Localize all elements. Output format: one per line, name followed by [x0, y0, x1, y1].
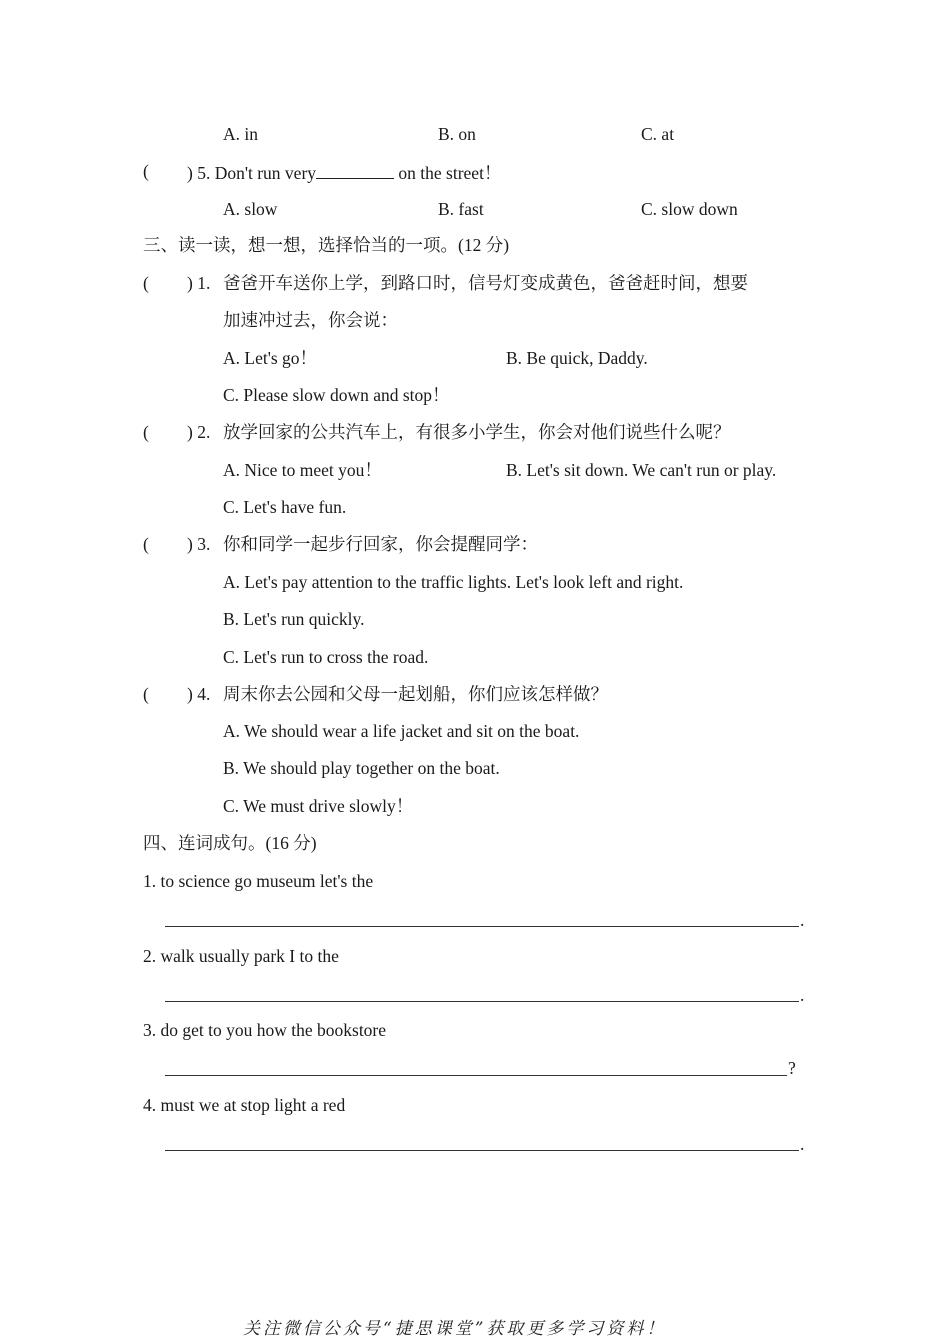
s3-q2-option-c: C. Let's have fun.: [223, 497, 347, 517]
s3-q2-prompt: 放学回家的公共汽车上，有很多小学生，你会对他们说些什么呢？: [223, 422, 731, 442]
s4-item3-end-mark: ?: [788, 1058, 796, 1078]
s3-q1-option-b: B. Be quick, Daddy.: [506, 348, 648, 368]
s4-item4-answer-line[interactable]: [165, 1150, 799, 1151]
s3-q1-prompt-line2: 加速冲过去，你会说：: [223, 310, 398, 330]
s3-q2-paren: (: [143, 422, 149, 442]
s4-item3-words: 3. do get to you how the bookstore: [143, 1020, 387, 1040]
s4-item2-end-mark: .: [800, 985, 805, 1005]
s3-q1-option-c: C. Please slow down and stop！: [223, 385, 450, 405]
s3-q4-option-a: A. We should wear a life jacket and sit on the boat.: [223, 721, 580, 741]
section4-heading: 四、连词成句。(16 分): [143, 833, 317, 853]
s3-q2-number: ) 2.: [187, 422, 211, 442]
s3-q4-option-c: C. We must drive slowly！: [223, 796, 414, 816]
s3-q2-option-a: A. Nice to meet you！: [223, 460, 382, 480]
s3-q3-paren: (: [143, 534, 149, 554]
s3-q1-paren: (: [143, 273, 149, 293]
s3-q4-prompt: 周末你去公园和父母一起划船，你们应该怎样做？: [223, 684, 608, 704]
q5-stem-after: on the street！: [394, 163, 502, 183]
footer-promo-text: 关注微信公众号“捷思课堂”获取更多学习资料！: [243, 1319, 667, 1339]
s3-q3-prompt: 你和同学一起步行回家，你会提醒同学：: [223, 534, 538, 554]
q5-answer-blank[interactable]: [316, 163, 394, 179]
s3-q3-option-b: B. Let's run quickly.: [223, 609, 365, 629]
s4-item4-words: 4. must we at stop light a red: [143, 1095, 346, 1115]
s3-q1-prompt-line1: 爸爸开车送你上学，到路口时，信号灯变成黄色，爸爸赶时间，想要: [223, 273, 748, 293]
q5-option-b: B. fast: [438, 199, 484, 219]
s3-q4-number: ) 4.: [187, 684, 211, 704]
s3-q4-option-b: B. We should play together on the boat.: [223, 758, 500, 778]
s3-q2-option-b: B. Let's sit down. We can't run or play.: [506, 460, 777, 480]
s4-item3-answer-line[interactable]: [165, 1075, 787, 1076]
s3-q4-paren: (: [143, 684, 149, 704]
s4-item1-words: 1. to science go museum let's the: [143, 871, 374, 891]
q5-option-c: C. slow down: [641, 199, 738, 219]
s3-q1-option-a: A. Let's go！: [223, 348, 318, 368]
q5-paren: (: [143, 161, 149, 181]
s4-item1-end-mark: .: [800, 910, 805, 930]
s3-q3-option-c: C. Let's run to cross the road.: [223, 647, 429, 667]
s4-item2-words: 2. walk usually park I to the: [143, 946, 339, 966]
s3-q1-number: ) 1.: [187, 273, 211, 293]
q5-stem-before: ) 5. Don't run very: [187, 163, 317, 183]
q4-option-a: A. in: [223, 124, 258, 144]
s4-item2-answer-line[interactable]: [165, 1001, 799, 1002]
q4-option-b: B. on: [438, 124, 476, 144]
q4-option-c: C. at: [641, 124, 675, 144]
section3-heading: 三、读一读，想一想，选择恰当的一项。(12 分): [143, 235, 510, 255]
q5-option-a: A. slow: [223, 199, 278, 219]
s3-q3-number: ) 3.: [187, 534, 211, 554]
s3-q3-option-a: A. Let's pay attention to the traffic lights. Let's look left and right.: [223, 572, 684, 592]
s4-item4-end-mark: .: [800, 1134, 805, 1154]
q5-stem: [187, 163, 501, 183]
s4-item1-answer-line[interactable]: [165, 926, 799, 927]
